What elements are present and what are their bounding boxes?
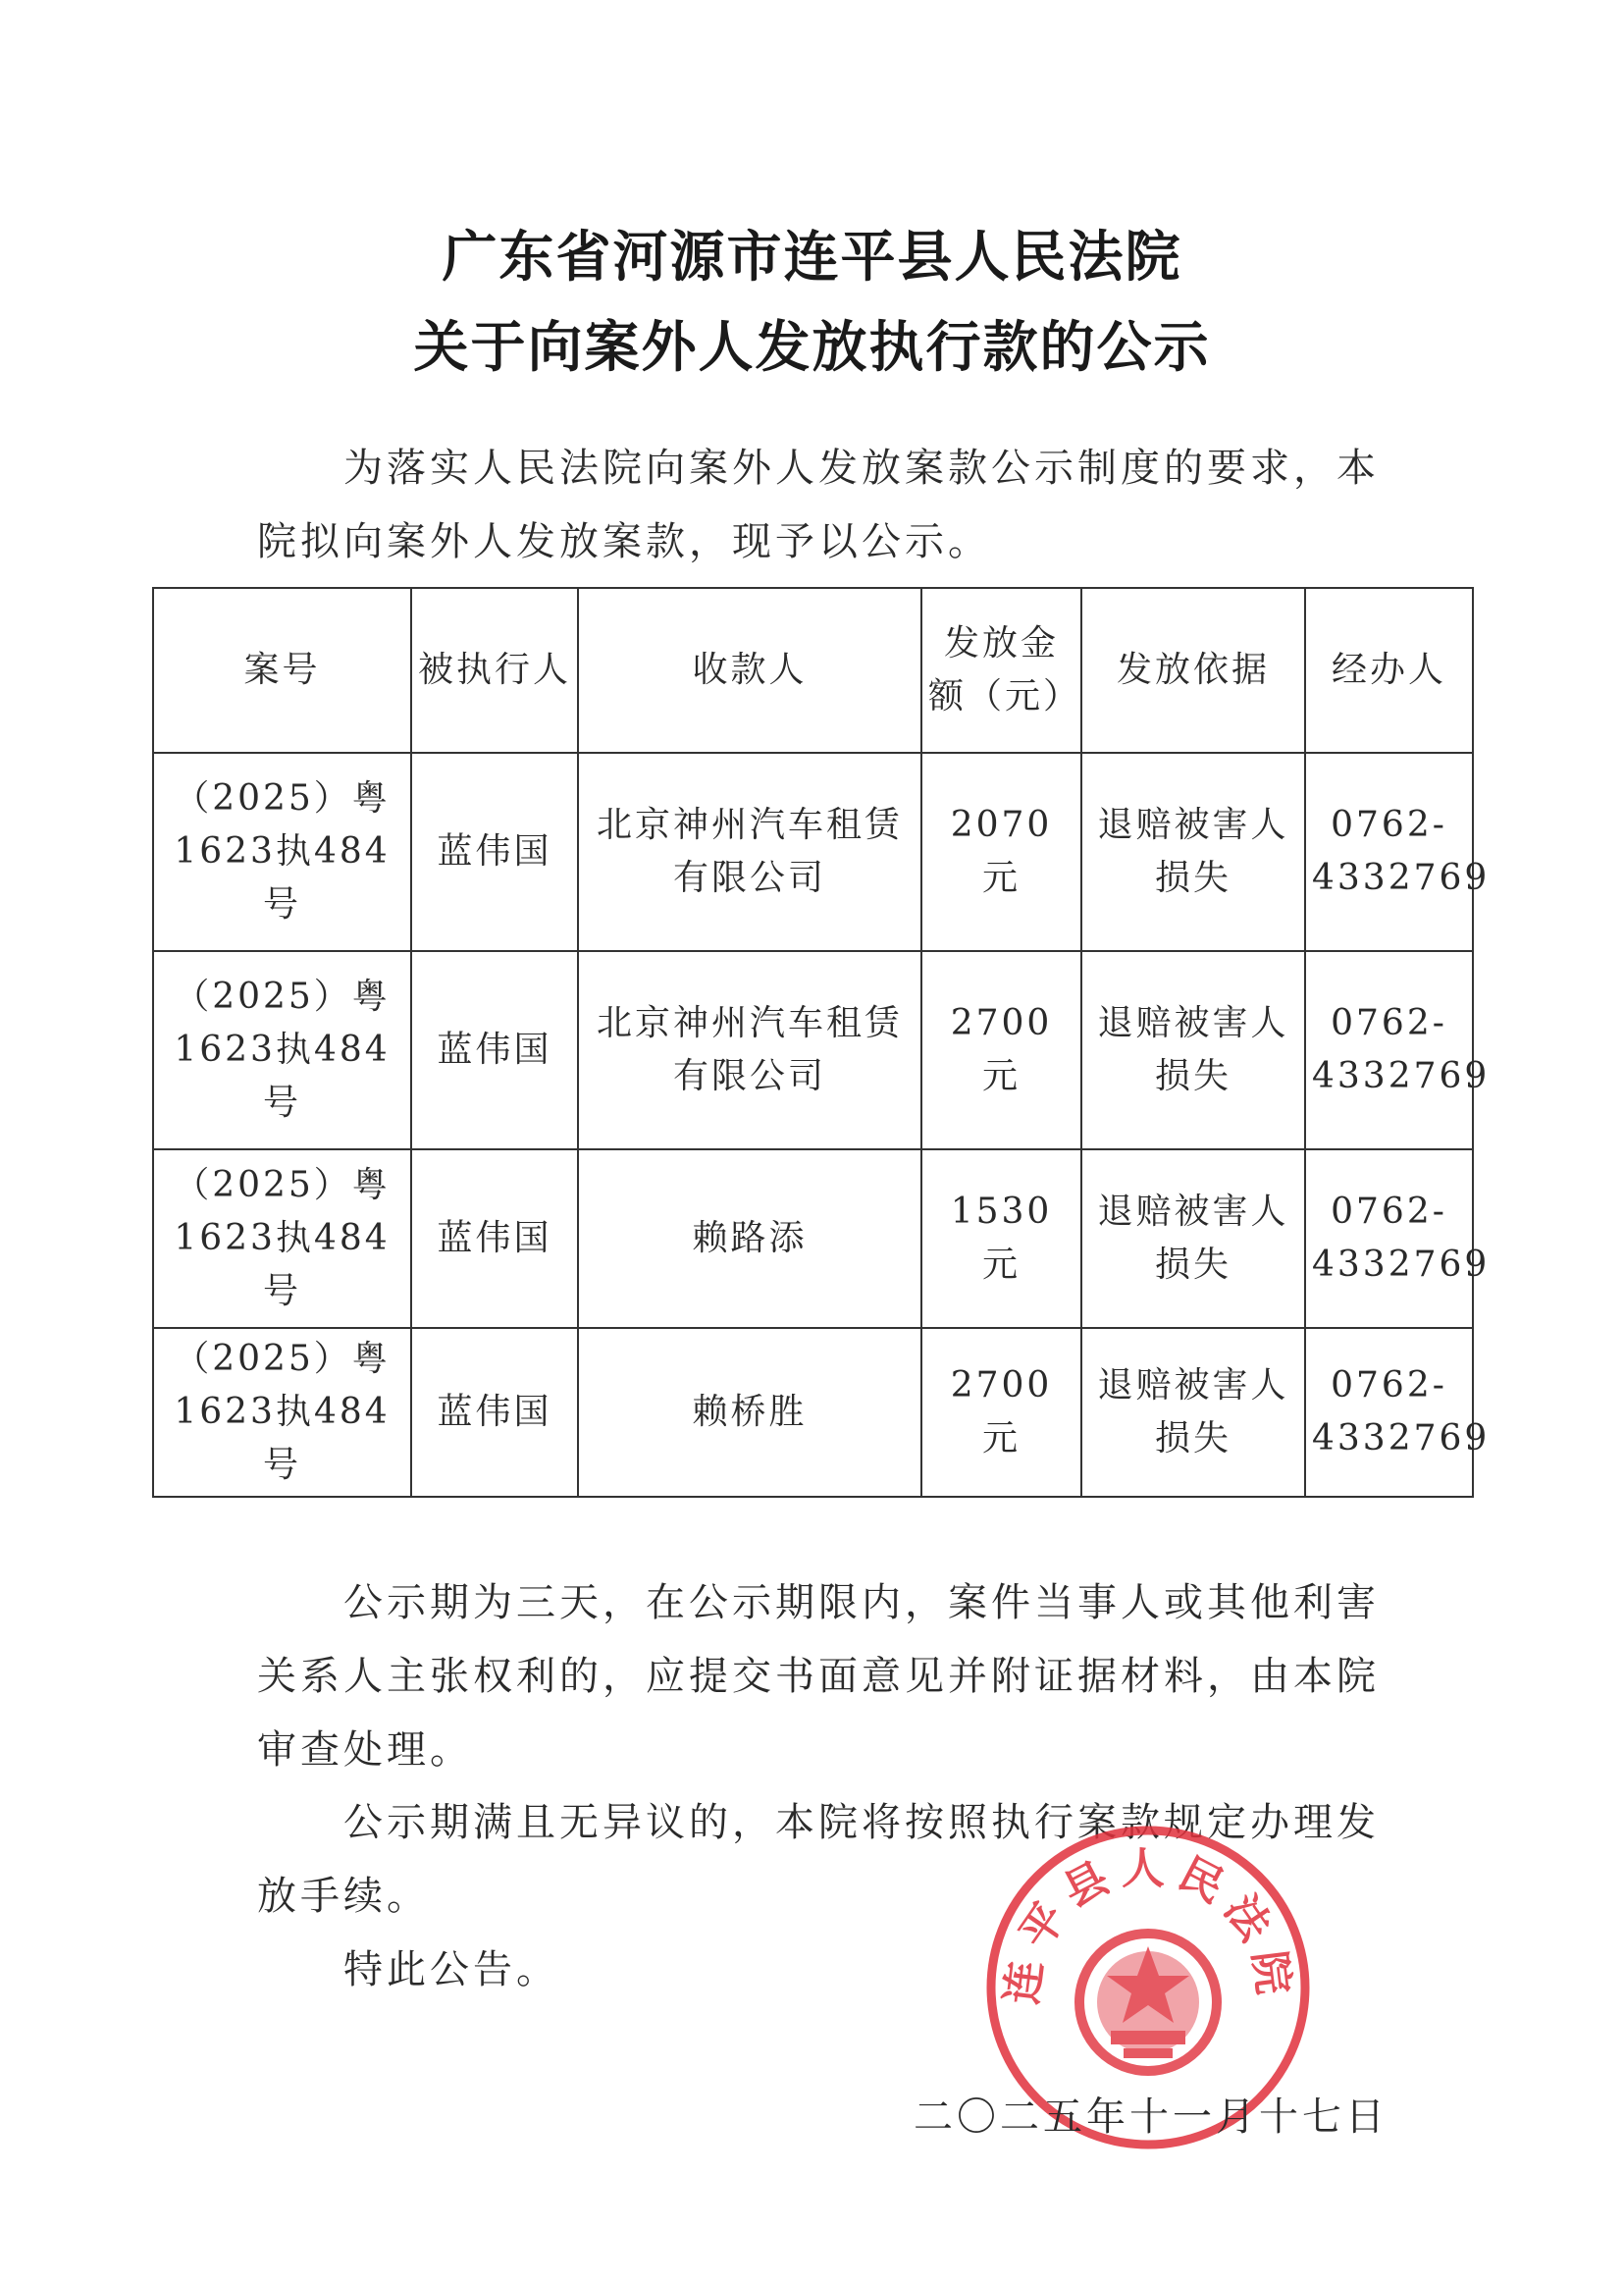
seal-text: 连平县人民法院 — [996, 1843, 1300, 2007]
document-date: 二〇二五年十一月十七日 — [914, 2094, 1388, 2140]
amount-cell: 1530 元 — [921, 1149, 1081, 1328]
case-no-cell: （2025）粤1623执484号 — [153, 753, 411, 951]
notice-text-3: 特此公告。 — [343, 1947, 559, 1992]
respondent-cell: 蓝伟国 — [411, 753, 578, 951]
payment-table — [152, 587, 1491, 1498]
header-basis: 发放依据 — [1081, 588, 1305, 753]
header-case-no: 案号 — [153, 588, 411, 753]
payee-cell: 北京神州汽车租赁有限公司 — [578, 951, 921, 1149]
case-no-cell: （2025）粤1623执484号 — [153, 1328, 411, 1497]
respondent-cell: 蓝伟国 — [411, 951, 578, 1149]
header-amount: 发放金额（元） — [921, 588, 1081, 753]
handler-cell: 0762-4332769 — [1305, 1328, 1473, 1497]
handler-cell: 0762-4332769 — [1305, 753, 1473, 951]
notice-paragraph-1 — [257, 1566, 1386, 1787]
payee-cell: 赖路添 — [578, 1149, 921, 1328]
basis-cell: 退赔被害人损失 — [1081, 1328, 1305, 1497]
respondent-cell: 蓝伟国 — [411, 1328, 578, 1497]
intro-paragraph — [257, 432, 1386, 579]
case-no-cell: （2025）粤1623执484号 — [153, 951, 411, 1149]
basis-cell: 退赔被害人损失 — [1081, 753, 1305, 951]
handler-cell: 0762-4332769 — [1305, 1149, 1473, 1328]
basis-cell: 退赔被害人损失 — [1081, 951, 1305, 1149]
header-payee: 收款人 — [578, 588, 921, 753]
header-handler: 经办人 — [1305, 588, 1473, 753]
respondent-cell: 蓝伟国 — [411, 1149, 578, 1328]
title-line-2: 关于向案外人发放执行款的公示 — [413, 316, 1211, 380]
table-header-row — [153, 588, 1473, 753]
amount-cell: 2700 元 — [921, 1328, 1081, 1497]
basis-cell: 退赔被害人损失 — [1081, 1149, 1305, 1328]
notice-text-2: 公示期满且无异议的，本院将按照执行案款规定办理发放手续。 — [257, 1800, 1380, 1919]
table-row — [153, 753, 1473, 951]
notice-text-1: 公示期为三天，在公示期限内，案件当事人或其他利害关系人主张权利的，应提交书面意见并附证据材料，由本院审查处理。 — [257, 1580, 1380, 1773]
amount-cell: 2700 元 — [921, 951, 1081, 1149]
table-row — [153, 1328, 1473, 1497]
payee-cell: 北京神州汽车租赁有限公司 — [578, 753, 921, 951]
case-no-cell: （2025）粤1623执484号 — [153, 1149, 411, 1328]
table-row — [153, 951, 1473, 1149]
payee-cell: 赖桥胜 — [578, 1328, 921, 1497]
amount-cell: 2070 元 — [921, 753, 1081, 951]
header-respondent: 被执行人 — [411, 588, 578, 753]
table-row — [153, 1149, 1473, 1328]
handler-cell: 0762-4332769 — [1305, 951, 1473, 1149]
title-line-1: 广东省河源市连平县人民法院 — [442, 226, 1182, 290]
intro-text: 为落实人民法院向案外人发放案款公示制度的要求，本院拟向案外人发放案款，现予以公示。 — [257, 446, 1380, 564]
